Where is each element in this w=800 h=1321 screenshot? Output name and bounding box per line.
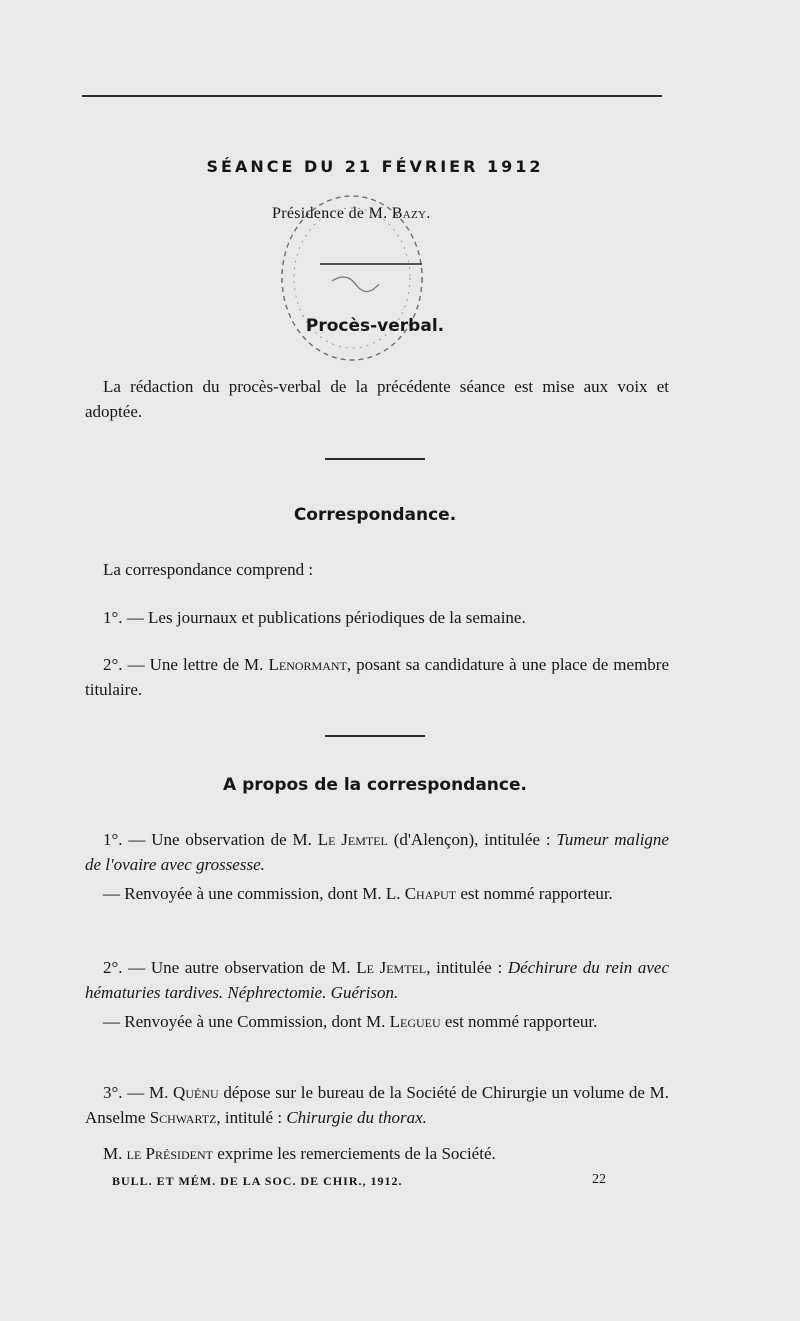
name-schwartz: Schwartz bbox=[149, 1108, 217, 1127]
president-thanks: M. le Président exprime les remerciements de la Société. bbox=[103, 1144, 496, 1163]
name-quenu: Quénu bbox=[173, 1083, 219, 1102]
heading-proces-verbal: Procès-verbal. bbox=[305, 316, 445, 336]
correspondance-intro: La correspondance comprend : bbox=[103, 560, 314, 579]
correspondance-item-2: 2°. — Une lettre de M. Lenormant, posant sa candidature à une place de membre titulaire. bbox=[85, 655, 670, 699]
observation-3-title: Chirurgie du thorax. bbox=[286, 1108, 427, 1127]
name-le-jemtel: Le Jemtel bbox=[356, 958, 427, 977]
top-rule bbox=[82, 95, 662, 97]
page-number: 22 bbox=[592, 1172, 606, 1187]
correspondance-item-1: 1°. — Les journaux et publications périodiques de la semaine. bbox=[103, 608, 526, 627]
observation-1-commission: — Renvoyée à une commission, dont M. L. Chaput est nommé rapporteur. bbox=[103, 884, 613, 903]
name-lenormant: Lenormant bbox=[268, 655, 347, 674]
proces-verbal-text: La rédaction du procès-verbal de la précédente séance est mise aux voix et adoptée. bbox=[85, 377, 669, 421]
section-divider bbox=[325, 458, 425, 460]
name-legueu: Legueu bbox=[389, 1012, 441, 1031]
heading-a-propos: A propos de la correspondance. bbox=[223, 775, 527, 795]
observation-2-title: Déchirure du rein avec hématuries tardives. Néphrectomie. Guérison. bbox=[85, 958, 669, 1002]
name-chaput: Chaput bbox=[404, 884, 457, 903]
session-title: SÉANCE DU 21 FÉVRIER 1912 bbox=[206, 157, 544, 176]
name-le-president: le Président bbox=[126, 1144, 213, 1163]
observation-2: 2°. — Une autre observation de M. Le Jemtel, intitulée : Déchirure du rein avec hématuries tardives. Néphrectomie. Guérison. bbox=[85, 958, 669, 1002]
observation-3: 3°. — M. Quénu dépose sur le bureau de la Société de Chirurgie un volume de M. Anselme Schwartz, intitulé : Chirurgie du thorax. bbox=[85, 1083, 669, 1127]
observation-1: 1°. — Une observation de M. Le Jemtel (d'Alençon), intitulée : Tumeur maligne de l'ovaire avec grossesse. bbox=[85, 830, 669, 874]
name-le-jemtel: Le Jemtel bbox=[317, 830, 388, 849]
president-name: M. Bazy. bbox=[368, 205, 431, 222]
observation-2-commission: — Renvoyée à une Commission, dont M. Legueu est nommé rapporteur. bbox=[103, 1012, 598, 1031]
observation-1-title: Tumeur maligne de l'ovaire avec grossesse. bbox=[85, 830, 669, 874]
presidence-prefix: Présidence de bbox=[272, 205, 369, 222]
presidence-line bbox=[272, 205, 431, 223]
heading-correspondance: Correspondance. bbox=[293, 505, 457, 525]
footer-journal: BULL. ET MÉM. DE LA SOC. DE CHIR., 1912. bbox=[112, 1174, 403, 1188]
section-divider bbox=[325, 735, 425, 737]
